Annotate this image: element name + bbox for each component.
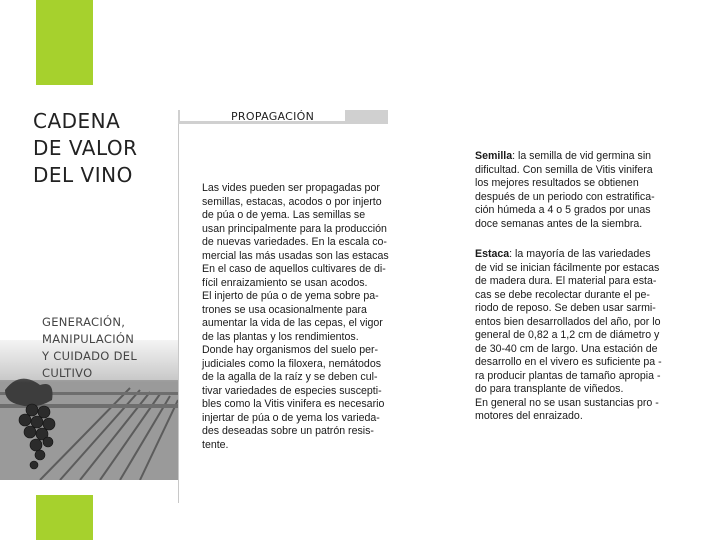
subtitle-line: MANIPULACIÓN (42, 332, 135, 346)
term-estaca: Estaca (475, 248, 510, 260)
title-line: CADENA (33, 109, 121, 133)
text-line: En general no se usan sustancias pro - (475, 396, 659, 409)
column-divider (178, 118, 179, 503)
text-line (475, 150, 700, 164)
semilla-paragraph (475, 150, 700, 231)
text-line (475, 248, 700, 262)
subtitle-line: CULTIVO (42, 366, 93, 380)
text-line: cas se debe recolectar durante el pe- (475, 288, 650, 301)
text-line: de púa o de yema. Las semillas se (202, 209, 366, 221)
text-line: de vid se inician fácilmente por estacas (475, 261, 660, 274)
text-line: tivar variedades de especies suscepti- (202, 384, 382, 397)
text-line: do para transplante de viñedos. (475, 383, 624, 395)
text-line: ción húmeda a 4 o 5 grados por unas (475, 204, 651, 216)
paragraph-spacer (475, 231, 700, 248)
intro-paragraph (202, 182, 420, 452)
text-line: dificultad. Con semilla de Vitis vinifera (475, 163, 653, 176)
accent-block-bottom (36, 495, 93, 540)
text-line: riodo de reposo. Se deben usar sarmi- (475, 302, 656, 314)
text-line: aumentar la vida de las cepas, el vigor (202, 317, 383, 329)
text-line: judiciales como la filoxera, nemátodos (202, 357, 382, 370)
text-line: entos bien desarrollados del año, por lo (475, 315, 661, 328)
text-line: El injerto de púa o de yema sobre pa- (202, 290, 379, 302)
text-line: de madera dura. El material para esta- (475, 275, 657, 287)
page-subtitle (42, 314, 167, 382)
term-definition-start: : la mayoría de las variedades (509, 248, 651, 260)
text-line: doce semanas antes de la siembra. (475, 217, 643, 230)
text-line: de las plantas y los rendimientos. (202, 330, 359, 343)
text-line: semillas, estacas, acodos o por injerto (202, 195, 382, 208)
text-line: fícil enraizamiento se usan acodos. (202, 276, 368, 289)
text-line: desarrollo en el vivero es suficiente pa - (475, 356, 662, 368)
text-line: general de 0,82 a 1,2 cm de diámetro y (475, 329, 660, 341)
text-line: mercial las más usadas son las estacas (202, 249, 389, 262)
definitions-column (475, 150, 700, 424)
title-line: DE VALOR (33, 136, 138, 160)
text-line: ra producir plantas de tamaño apropia - (475, 369, 661, 382)
text-line: tente. (202, 438, 229, 451)
text-line: después de un periodo con estratifica- (475, 190, 655, 203)
text-line: los mejores resultados se obtienen (475, 177, 639, 189)
text-line: de la agalla de la raíz y se deben cul- (202, 371, 378, 383)
page-title (33, 108, 173, 189)
subtitle-line: GENERACIÓN, (42, 315, 126, 329)
text-line: Las vides pueden ser propagadas por (202, 182, 380, 194)
text-line: trones se usa ocasionalmente para (202, 303, 367, 316)
estaca-paragraph (475, 248, 700, 424)
text-line: motores del enraizado. (475, 410, 583, 422)
section-heading: PROPAGACIÓN (231, 110, 315, 123)
term-definition-start: : la semilla de vid germina sin (512, 150, 652, 162)
text-line: de 30-40 cm de largo. Una estación de (475, 342, 658, 355)
text-line: Donde hay organismos del suelo per- (202, 344, 379, 356)
title-line: DEL VINO (33, 163, 133, 187)
term-semilla: Semilla (475, 150, 513, 162)
text-line: usan principalmente para la producción (202, 222, 387, 235)
text-line: injertar de púa o de yema los varieda- (202, 411, 380, 424)
text-line: des deseadas sobre un patrón resis- (202, 425, 374, 437)
text-line: de nuevas variedades. En la escala co- (202, 236, 387, 248)
accent-block-top (36, 0, 93, 85)
text-line: En el caso de aquellos cultivares de di- (202, 263, 386, 275)
subtitle-line: Y CUIDADO DEL (42, 349, 138, 363)
text-line: bles como la Vitis vinifera es necesario (202, 398, 385, 410)
